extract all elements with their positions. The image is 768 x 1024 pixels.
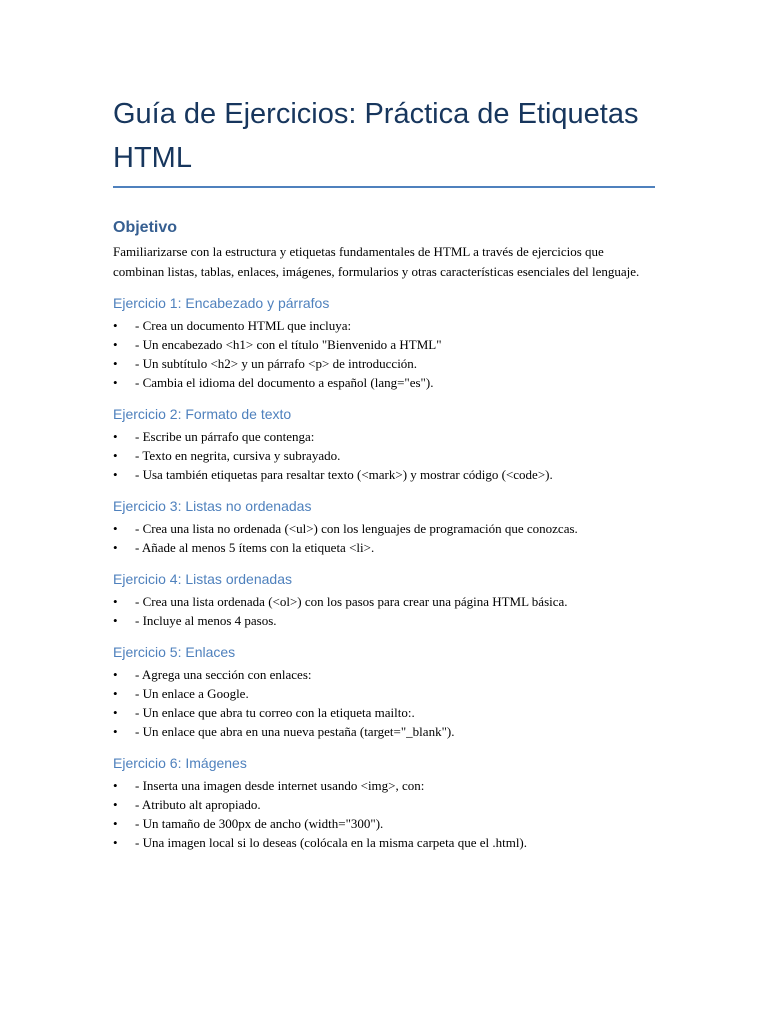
list-item (113, 814, 655, 833)
bullet-icon: • (113, 521, 118, 536)
list-item-text: - Incluye al menos 4 pasos. (135, 613, 277, 628)
list-item (113, 776, 655, 795)
list-item (113, 703, 655, 722)
list-item-text: - Agrega una sección con enlaces: (135, 667, 312, 682)
exercise-heading: Ejercicio 6: Imágenes (113, 755, 247, 771)
list-item-text: - Un encabezado <h1> con el título "Bienvenido a HTML" (135, 337, 442, 352)
list-item-text: - Usa también etiquetas para resaltar texto (<mark>) y mostrar código (<code>). (135, 467, 553, 482)
list-item (113, 373, 655, 392)
list-item (113, 335, 655, 354)
list-item (113, 354, 655, 373)
bullet-icon: • (113, 337, 118, 352)
exercise-section-1 (113, 293, 655, 392)
list-item (113, 538, 655, 557)
list-item-text: - Crea una lista no ordenada (<ul>) con los lenguajes de programación que conozcas. (135, 521, 578, 536)
bullet-icon: • (113, 429, 118, 444)
bullet-icon: • (113, 667, 118, 682)
list-item-text: - Inserta una imagen desde internet usando <img>, con: (135, 778, 425, 793)
objective-heading: Objetivo (113, 219, 178, 236)
bullet-icon: • (113, 778, 118, 793)
list-item-text: - Cambia el idioma del documento a español (lang="es"). (135, 375, 434, 390)
bullet-icon: • (113, 448, 118, 463)
list-item-text: - Crea un documento HTML que incluya: (135, 318, 352, 333)
list-item (113, 795, 655, 814)
list-item-text: - Un tamaño de 300px de ancho (width="300"). (135, 816, 384, 831)
bullet-list (113, 776, 655, 852)
bullet-icon: • (113, 540, 118, 555)
list-item (113, 684, 655, 703)
list-item (113, 446, 655, 465)
exercise-section-5 (113, 642, 655, 741)
list-item (113, 611, 655, 630)
exercise-section-6 (113, 753, 655, 852)
list-item (113, 722, 655, 741)
bullet-list (113, 427, 655, 484)
bullet-icon: • (113, 797, 118, 812)
list-item-text: - Un subtítulo <h2> y un párrafo <p> de introducción. (135, 356, 418, 371)
exercise-heading: Ejercicio 3: Listas no ordenadas (113, 498, 312, 514)
list-item-text: - Un enlace que abra tu correo con la etiqueta mailto:. (135, 705, 415, 720)
list-item-text: - Añade al menos 5 ítems con la etiqueta <li>. (135, 540, 375, 555)
bullet-icon: • (113, 613, 118, 628)
page-title: Guía de Ejercicios: Práctica de Etiquetas HTML (113, 98, 639, 174)
list-item-text: - Escribe un párrafo que contenga: (135, 429, 315, 444)
bullet-icon: • (113, 686, 118, 701)
list-item-text: - Un enlace a Google. (135, 686, 249, 701)
bullet-icon: • (113, 816, 118, 831)
list-item (113, 665, 655, 684)
exercise-section-3 (113, 496, 655, 557)
bullet-list (113, 592, 655, 630)
exercise-heading: Ejercicio 4: Listas ordenadas (113, 571, 292, 587)
title-divider (113, 186, 655, 188)
bullet-icon: • (113, 705, 118, 720)
exercise-section-4 (113, 569, 655, 630)
exercise-heading: Ejercicio 2: Formato de texto (113, 406, 292, 422)
list-item (113, 316, 655, 335)
bullet-list (113, 519, 655, 557)
bullet-icon: • (113, 724, 118, 739)
list-item-text: - Atributo alt apropiado. (135, 797, 261, 812)
exercise-section-2 (113, 404, 655, 484)
list-item-text: - Una imagen local si lo deseas (colócala en la misma carpeta que el .html). (135, 835, 528, 850)
bullet-list (113, 316, 655, 392)
list-item (113, 427, 655, 446)
exercise-heading: Ejercicio 1: Encabezado y párrafos (113, 295, 330, 311)
list-item-text: - Texto en negrita, cursiva y subrayado. (135, 448, 341, 463)
exercise-heading: Ejercicio 5: Enlaces (113, 644, 236, 660)
list-item-text: - Crea una lista ordenada (<ol>) con los pasos para crear una página HTML básica. (135, 594, 568, 609)
bullet-icon: • (113, 356, 118, 371)
list-item (113, 465, 655, 484)
bullet-list (113, 665, 655, 741)
list-item-text: - Un enlace que abra en una nueva pestaña (target="_blank"). (135, 724, 455, 739)
list-item (113, 592, 655, 611)
bullet-icon: • (113, 594, 118, 609)
objective-text: Familiarizarse con la estructura y etiquetas fundamentales de HTML a través de ejercicios que combinan listas, tablas, enlaces, imágenes, formularios y otras características esenciales del lenguaje. (113, 244, 640, 279)
bullet-icon: • (113, 467, 118, 482)
bullet-icon: • (113, 375, 118, 390)
list-item (113, 519, 655, 538)
bullet-icon: • (113, 835, 118, 850)
list-item (113, 833, 655, 852)
bullet-icon: • (113, 318, 118, 333)
